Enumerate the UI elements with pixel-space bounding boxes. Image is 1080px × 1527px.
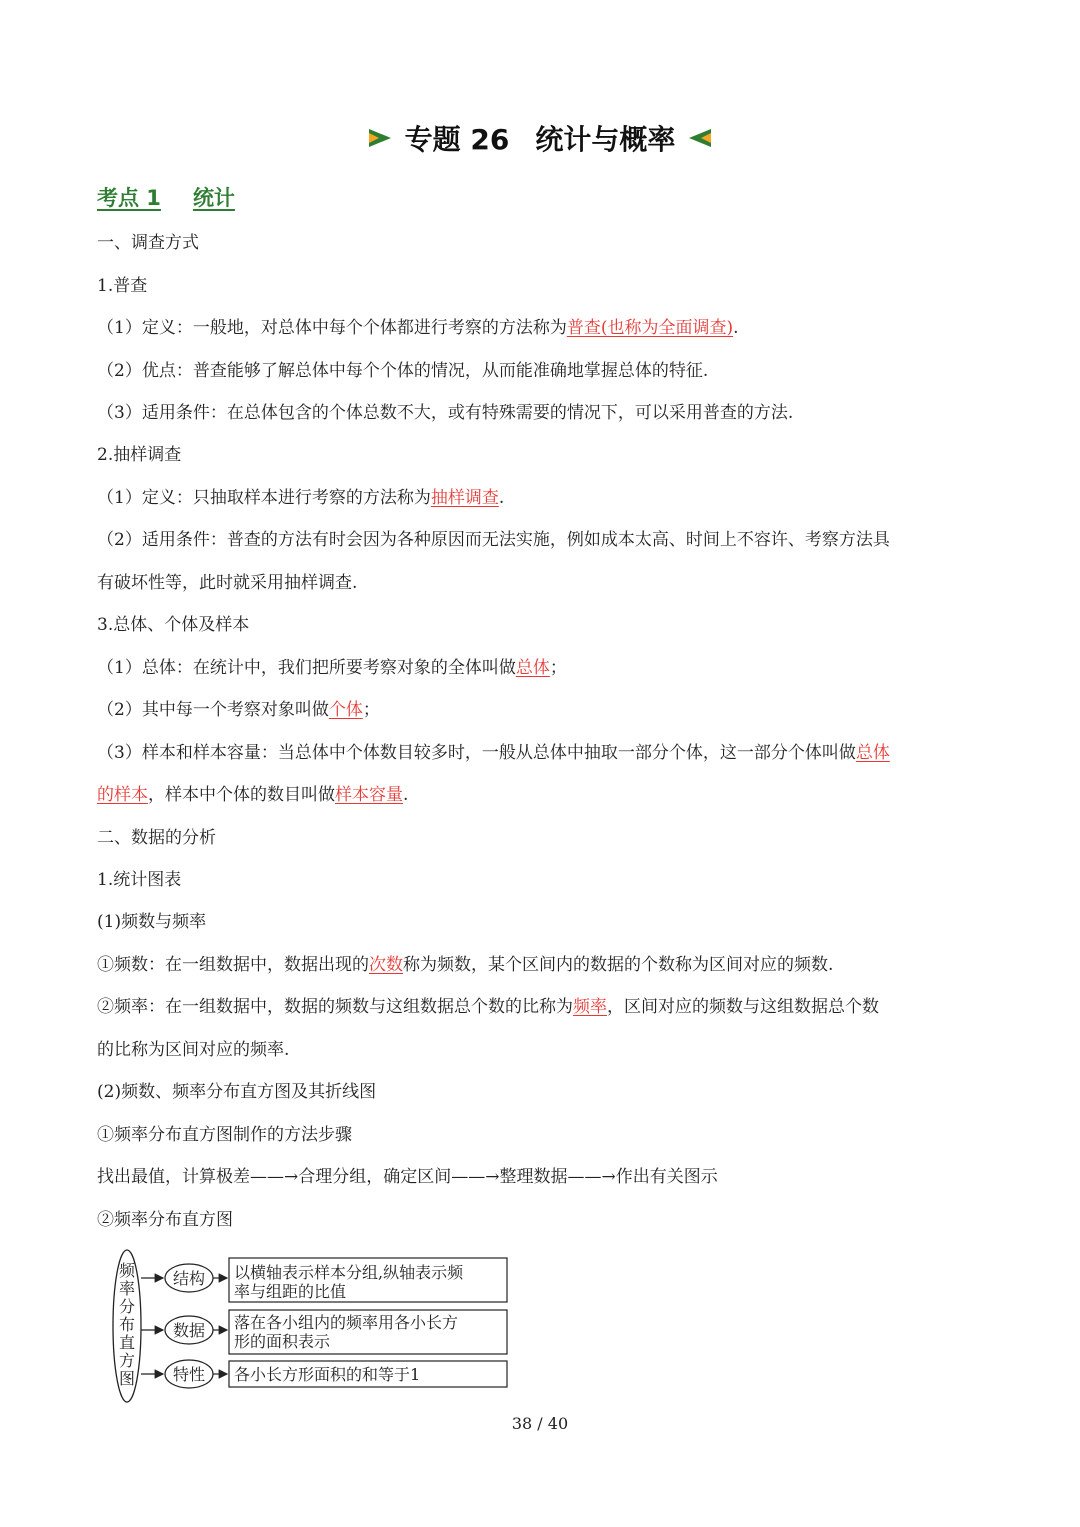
subheading-frequency: (1)频数与频率: [97, 912, 207, 932]
section-label: 考点 1: [97, 186, 161, 210]
svg-text:布: 布: [118, 1315, 136, 1334]
branch-text: 率与组距的比值: [234, 1282, 347, 1301]
highlight-term: 个体: [328, 700, 363, 720]
highlight-term: 样本容量: [335, 785, 403, 805]
histogram-concept-diagram: [105, 1248, 515, 1408]
branch-text: 各小长方形面积的和等于1: [234, 1365, 421, 1384]
branch-label: 特性: [172, 1365, 206, 1384]
branch-text: 以横轴表示样本分组,纵轴表示频: [234, 1263, 464, 1282]
branch-text: 形的面积表示: [234, 1332, 331, 1351]
subheading-sampling: 2.抽样调查: [97, 445, 182, 465]
paragraph-line: ②频率分布直方图: [97, 1210, 233, 1230]
paragraph-line: ①频率分布直方图制作的方法步骤: [97, 1125, 352, 1145]
subheading-population: 3.总体、个体及样本: [97, 615, 250, 635]
highlight-term: 频率: [573, 997, 607, 1017]
paragraph-line: （2）适用条件：普查的方法有时会因为各种原因而无法实施，例如成本太高、时间上不容许、考察方法具: [97, 530, 890, 550]
title-main: 统计与概率: [535, 123, 676, 156]
heading-survey-methods: 一、调查方式: [97, 233, 199, 253]
page-title: [0, 118, 1080, 158]
process-steps: 找出最值，计算极差——→合理分组，确定区间——→整理数据——→作出有关图示: [97, 1167, 718, 1187]
right-pointer-icon: [369, 129, 391, 147]
title-topic: 专题 26: [404, 123, 510, 156]
highlight-term: 的样本: [97, 785, 148, 805]
section-title: 统计: [192, 186, 235, 210]
root-label: [119, 1261, 136, 1388]
paragraph-line: 的比称为区间对应的频率.: [97, 1040, 290, 1060]
branch-label: 结构: [172, 1269, 206, 1288]
highlight-term: 总体: [855, 743, 890, 763]
heading-data-analysis: 二、数据的分析: [97, 828, 216, 848]
paragraph-line: ②频率：在一组数据中，数据的频数与这组数据总个数的比称为频率，区间对应的频数与这组数据总个数: [97, 997, 879, 1017]
highlight-term: 次数: [369, 955, 403, 975]
svg-text:频: 频: [118, 1261, 136, 1280]
paragraph-line: 的样本，样本中个体的数目叫做样本容量.: [97, 785, 409, 805]
subheading-census: 1.普查: [97, 276, 148, 296]
paragraph-line: 有破坏性等，此时就采用抽样调查.: [97, 573, 358, 593]
paragraph-line: （2）优点：普查能够了解总体中每个个体的情况，从而能准确地掌握总体的特征.: [97, 361, 709, 381]
subheading-histogram: (2)频数、频率分布直方图及其折线图: [97, 1082, 377, 1102]
paragraph-line: （1）总体：在统计中，我们把所要考察对象的全体叫做总体；: [97, 658, 567, 678]
subheading-charts: 1.统计图表: [97, 870, 182, 890]
left-pointer-icon: [689, 129, 711, 147]
paragraph-line: （2）其中每一个考察对象叫做个体；: [97, 700, 380, 720]
paragraph-line: （1）定义：一般地，对总体中每个个体都进行考察的方法称为普查(也称为全面调查).: [97, 318, 739, 338]
highlight-term: 总体: [515, 658, 550, 678]
branch-label: 数据: [172, 1321, 206, 1340]
paragraph-line: ①频数：在一组数据中，数据出现的次数称为频数，某个区间内的数据的个数称为区间对应的频数.: [97, 955, 834, 975]
svg-text:方: 方: [118, 1351, 136, 1370]
page-number: 38 / 40: [511, 1414, 569, 1433]
highlight-term: 抽样调查: [430, 488, 499, 508]
paragraph-line: （3）样本和样本容量：当总体中个体数目较多时，一般从总体中抽取一部分个体，这一部分个体叫做总体: [97, 743, 890, 763]
paragraph-line: （3）适用条件：在总体包含的个体总数不大，或有特殊需要的情况下，可以采用普查的方法.: [97, 403, 794, 423]
paragraph-line: （1）定义：只抽取样本进行考察的方法称为抽样调查.: [97, 488, 505, 508]
svg-text:分: 分: [118, 1297, 136, 1316]
svg-text:图: 图: [118, 1369, 136, 1388]
svg-text:直: 直: [118, 1333, 136, 1352]
highlight-term: 普查(也称为全面调查): [566, 318, 734, 338]
branch-text: 落在各小组内的频率用各小长方: [234, 1313, 459, 1332]
section-heading: [97, 182, 235, 212]
svg-text:率: 率: [118, 1279, 136, 1298]
